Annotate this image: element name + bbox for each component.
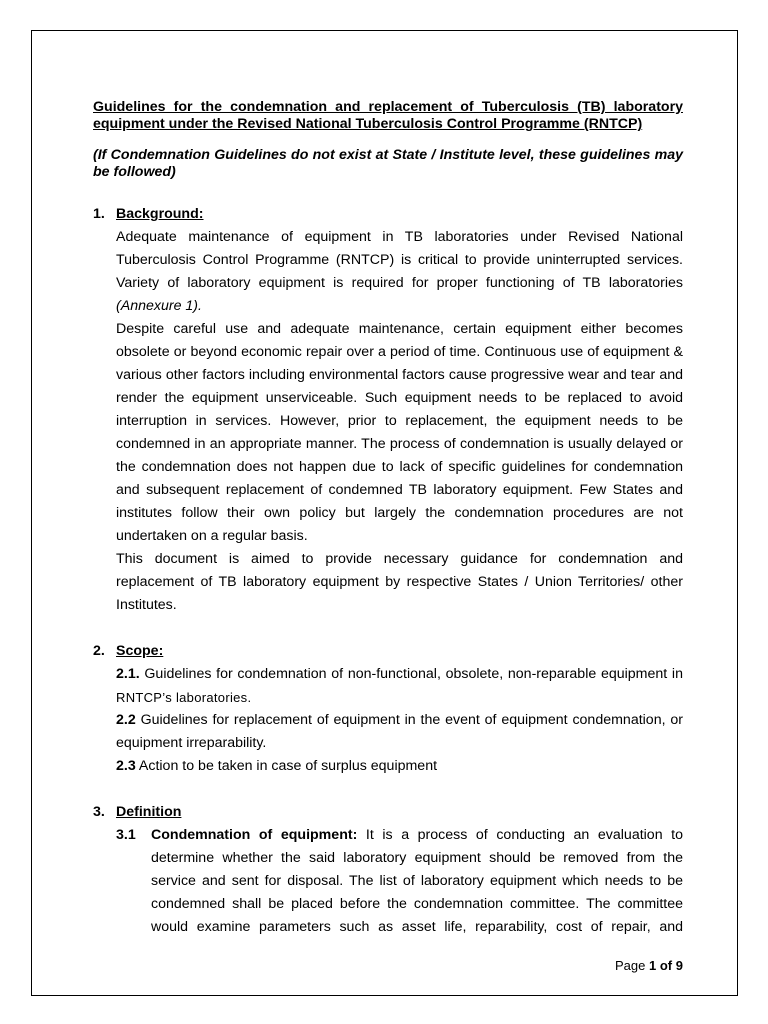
- item-text: Guidelines for condemnation of non-functional, obsolete, non-reparable equipment in: [144, 666, 683, 682]
- definition-body: It is a process of conducting an evaluation to determine whether the said laboratory equipment should be removed from the service and sent for disposal. The list of laboratory equipment which needs to be condemned shall be placed before the condemnation committee. The committee would examine parameters such as asset life, reparability, cost of repair, and: [151, 827, 683, 935]
- section-scope: [93, 640, 683, 778]
- section-definition: [93, 801, 683, 939]
- paragraph-text: Adequate maintenance of equipment in TB laboratories under Revised National Tuberculosis Control Programme (RNTCP) is critical to provide uninterrupted services. Variety of laboratory equipment is required for proper functioning of TB laboratories: [116, 229, 683, 291]
- item-number: 2.1.: [116, 666, 140, 682]
- section-heading: [93, 801, 683, 824]
- section-number: 1.: [93, 206, 105, 222]
- section-title: Definition: [116, 804, 182, 820]
- paragraph: This document is aimed to provide necessary guidance for condemnation and replacement of TB laboratory equipment by respective States / Union Territories/ other Institutes.: [116, 551, 683, 613]
- item-text: Action to be taken in case of surplus equipment: [138, 758, 438, 774]
- page-total: 9: [675, 958, 683, 973]
- definition-term: Condemnation of equipment:: [151, 827, 358, 843]
- paragraph: [116, 226, 683, 318]
- section-body: [93, 226, 683, 617]
- scope-item: [116, 755, 683, 778]
- page-label: Page: [615, 958, 646, 973]
- definition-item: [116, 824, 683, 939]
- document-body: [93, 99, 683, 939]
- page-footer: [615, 958, 683, 973]
- document-subtitle: (If Condemnation Guidelines do not exist at State / Institute level, these guidelines may be followed): [93, 147, 683, 180]
- page-of-label: of: [659, 958, 673, 973]
- document-title: Guidelines for the condemnation and replacement of Tuberculosis (TB) laboratory equipment under the Revised National Tuberculosis Control Programme (RNTCP): [93, 99, 683, 132]
- item-number: 2.3: [116, 758, 136, 774]
- section-title: Scope:: [116, 643, 164, 659]
- item-number: 3.1: [116, 827, 136, 843]
- section-number: 3.: [93, 804, 105, 820]
- section-background: [93, 203, 683, 617]
- section-number: 2.: [93, 643, 105, 659]
- section-heading: [93, 640, 683, 663]
- section-title: Background:: [116, 206, 204, 222]
- section-body: [93, 824, 683, 939]
- item-number: 2.2: [116, 712, 136, 728]
- paragraph: Despite careful use and adequate maintenance, certain equipment either becomes obsolete or beyond economic repair over a period of time. Continuous use of equipment & various other factors including environmental factors cause progressive wear and tear and render the equipment unserviceable. Such equipment needs to be replaced to avoid interruption in services. However, prior to replacement, the equipment needs to be condemned in an appropriate manner. The process of condemnation is usually delayed or the condemnation does not happen due to lack of specific guidelines for condemnation and subsequent replacement of condemned TB laboratory equipment. Few States and institutes follow their own policy but largely the condemnation procedures are not undertaken on a regular basis.: [116, 321, 683, 544]
- section-heading: [93, 203, 683, 226]
- item-text: Guidelines for replacement of equipment in the event of equipment condemnation, or equipment irreparability.: [116, 712, 683, 751]
- section-body: [93, 663, 683, 778]
- item-continuation: RNTCP’s laboratories.: [116, 690, 252, 705]
- annexure-reference: (Annexure 1).: [116, 298, 202, 314]
- scope-item: [116, 663, 683, 686]
- page-current: 1: [649, 958, 657, 973]
- scope-item: [116, 709, 683, 755]
- definition-text: [151, 824, 683, 939]
